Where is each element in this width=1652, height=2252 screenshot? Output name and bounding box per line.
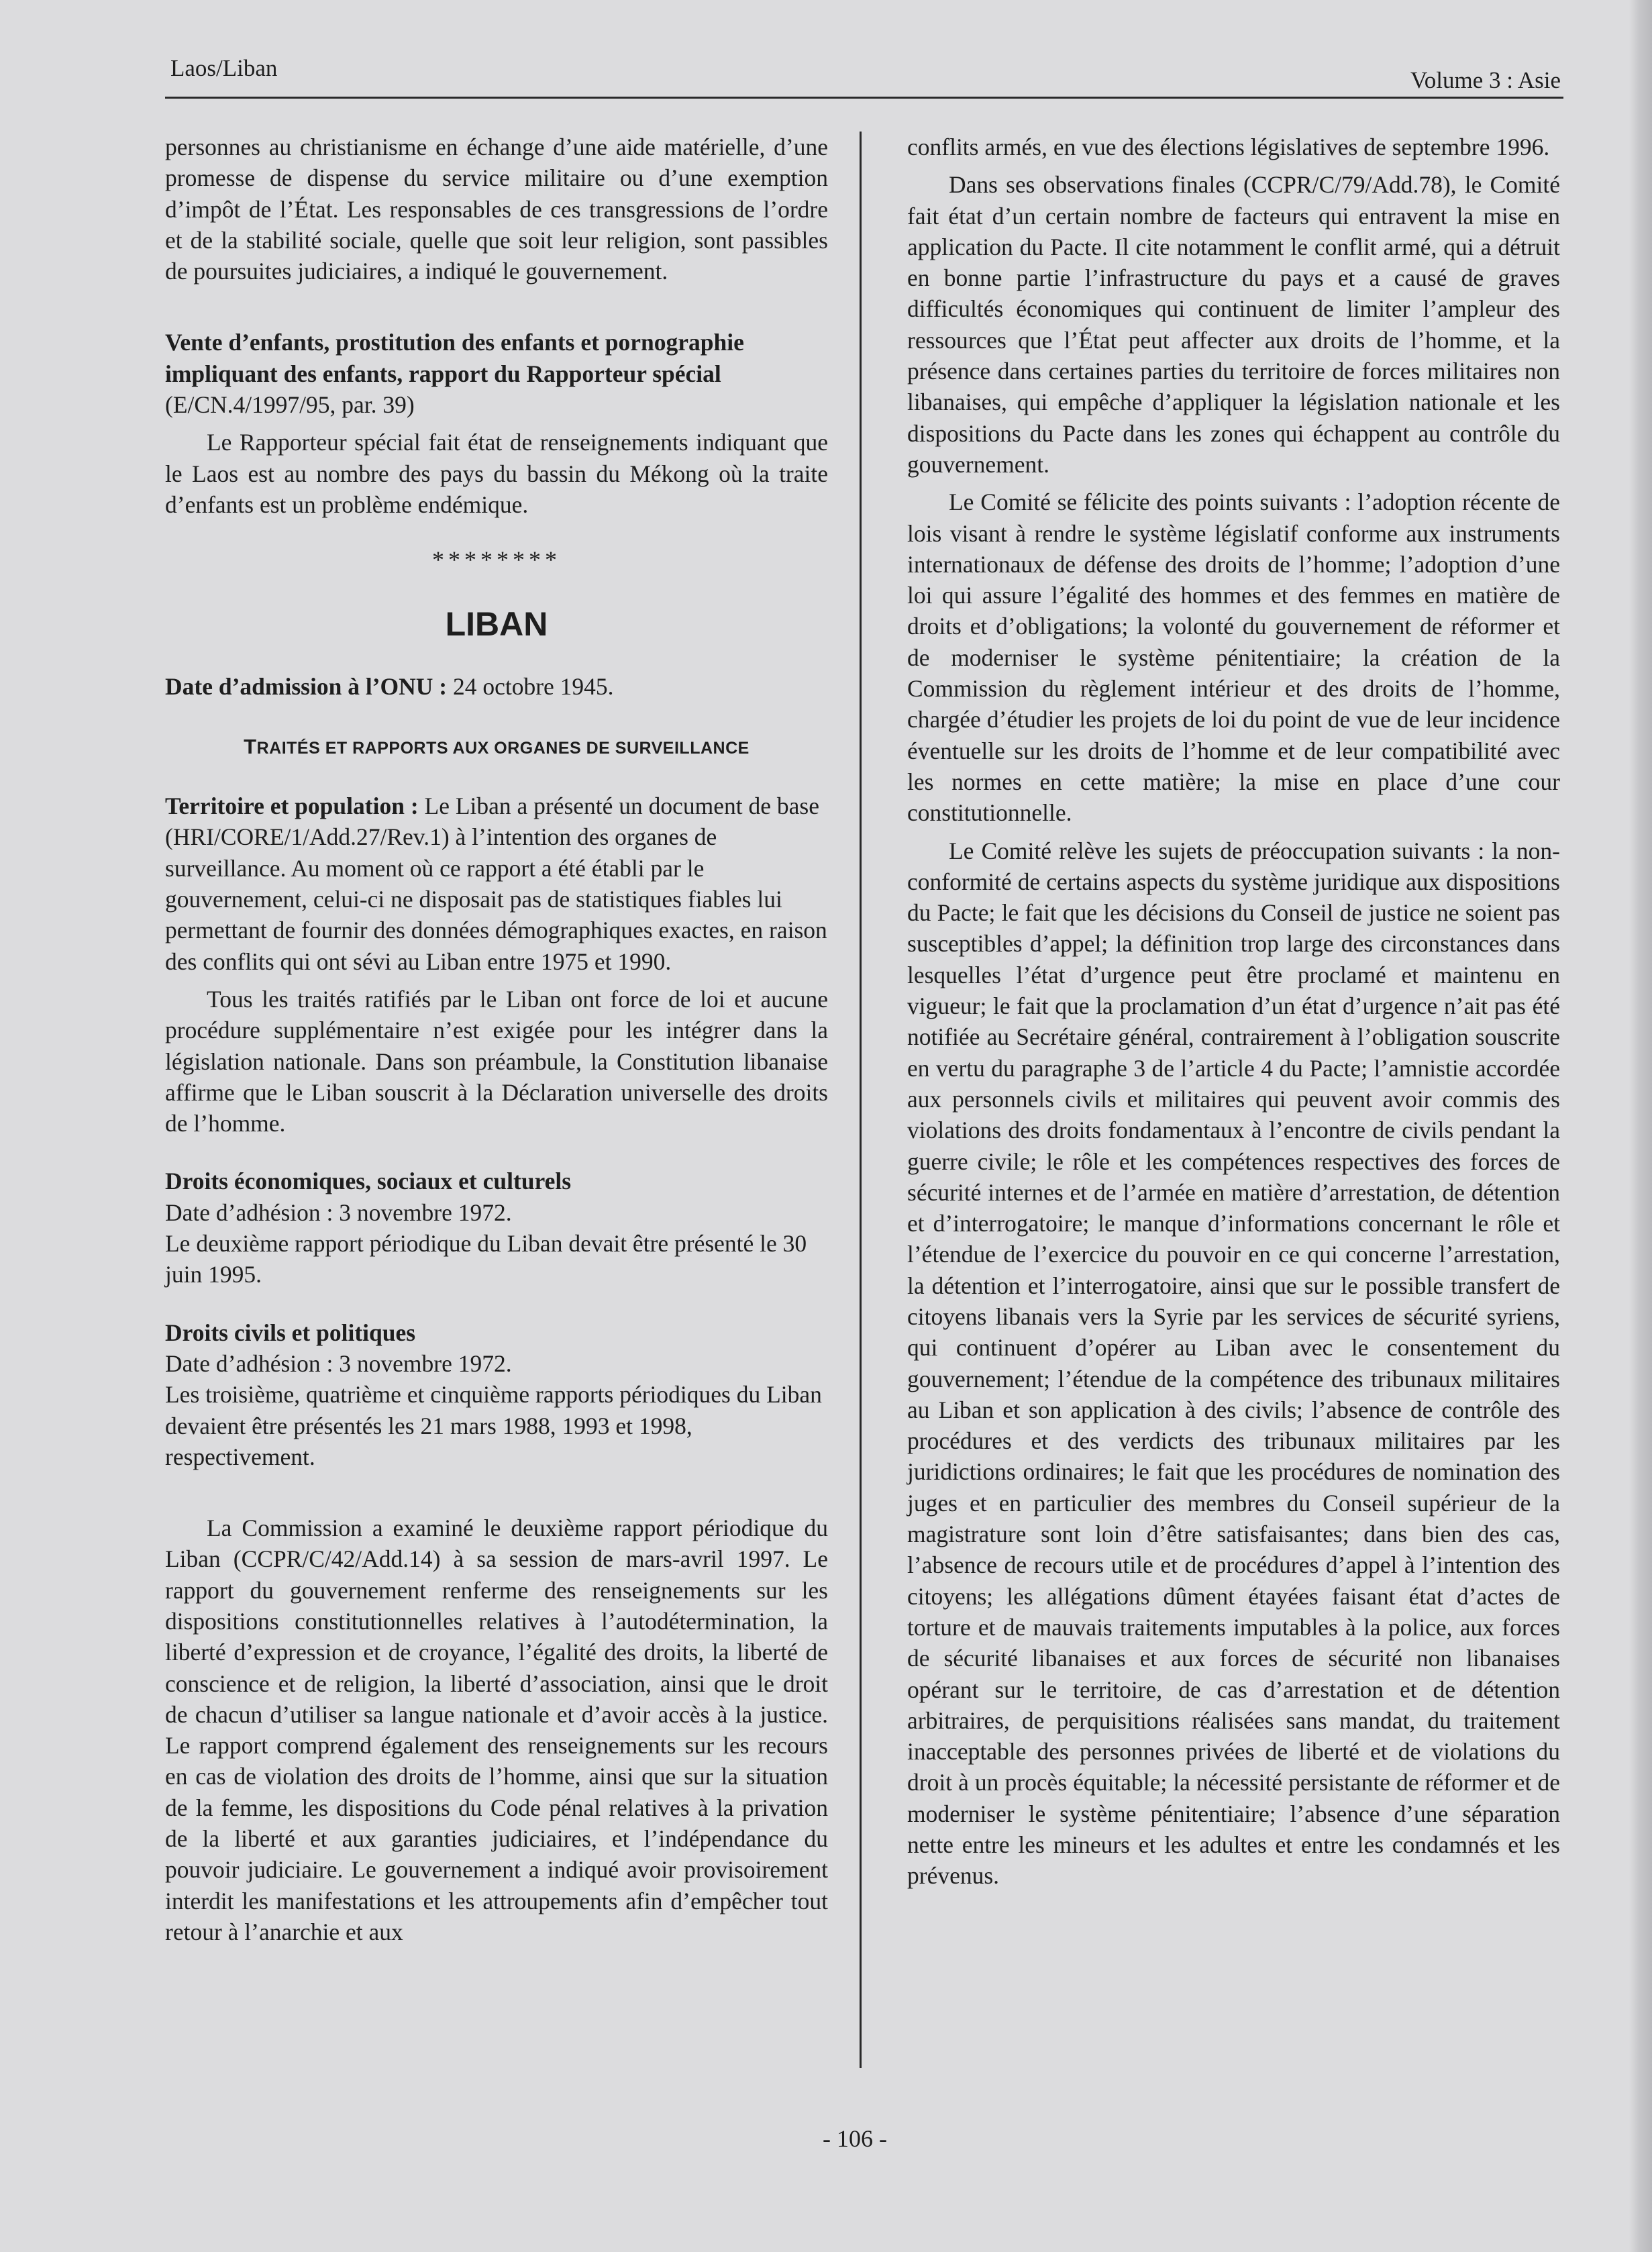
paragraph-commission: La Commission a examiné le deuxième rapport périodique du Liban (CCPR/C/42/Add.14) à sa session de mars-avril 1997. Le rapport du gouvernement renferme des renseignements sur les dispositions constitutionnelles relatives à l’autodétermination, la liberté d’expression et de croyance, l’égalité des droits, la liberté de conscience et de religion, la liberté d’association, ainsi que le droit de chacun d’utiliser sa langue nationale et d’avoir accès à la justice. Le rapport comprend également des renseignements sur les recours en cas de violation des droits de l’homme, ainsi que sur la situation de la femme, les dispositions du Code pénal relatives à la privation de la liberté et aux garanties judiciaires, et l’indépendance du pouvoir judiciaire. Le gouvernement a indiqué avoir provisoirement interdit les manifestations et les attroupements afin d’empêcher tout retour à l’anarchie et aux (165, 1515, 828, 1945)
continued-paragraph: personnes au christianisme en échange d’une aide matérielle, d’une promesse de dispense du service militaire ou d’une exemption d’impôt de l’État. Les responsables de ces transgressions de l’ordre et de la stabilité sociale, quelle que soit leur religion, sont passibles de poursuites judiciaires, a indiqué le gouvernement. (165, 134, 828, 285)
admission-label: Date d’admission à l’ONU : (165, 672, 448, 700)
section-heading-smallcaps: RAITÉS ET RAPPORTS AUX ORGANES DE SURVEILLANCE (256, 738, 750, 758)
section-heading-initial: T (244, 734, 257, 758)
paragraph-observations: Dans ses observations finales (CCPR/C/79/Add.78), le Comité fait état d’un certain nombre de facteurs qui entravent la mise en application du Pacte. Il cite notamment le conflit armé, qui a détruit en bonne partie l’infrastructure du pays et a causé de graves difficultés économiques qui continuent de limiter l’ampleur des ressources que l’État peut affecter aux droits de l’homme, et la présence dans certaines parties du territoire de forces militaires non libanaises, qui empêche d’appliquer la législation nationale et les dispositions du Pacte dans les zones qui échappent au contrôle du gouvernement. (907, 171, 1560, 478)
country-title: LIBAN (445, 605, 548, 643)
paragraph-preoccupation: Le Comité relève les sujets de préoccupation suivants : la non-conformité de certains aspects du système juridique aux dispositions du Pacte; le fait que les décisions du Conseil de justice ne soient pas susceptibles d’appel; la définition trop large des circonstances dans lesquelles l’état d’urgence peut être proclamé et maintenu en vigueur; le fait que la proclamation d’un état d’urgence n’ait pas été notifiée au Secrétaire général, contrairement à l’obligation souscrite en vertu du paragraphe 3 de l’article 4 du Pacte; l’amnistie accordée aux personnels civils et militaires qui peuvent avoir commis des violations des droits fondamentaux à l’encontre de civils pendant la guerre civile; le rôle et les compétences respectives des forces de sécurité internes et de l’armée en matière d’arrestation, de détention et d’interrogatoire; le manque d’informations concernant le rôle et l’étendue de l’exercice du pouvoir en ce qui concerne l’arrestation, la détention et l’interrogatoire, ainsi que sur le possible transfert de citoyens libanais vers la Syrie par les services de sécurité syriens, qui continuent d’opérer au Liban avec le consentement du gouvernement; l’étendue de la compétence des tribunaux militaires au Liban et son application à des civils; l’absence de contrôle des procédures et des verdicts des tribunaux militaires par les juridictions ordinaires; le fait que les procédures de nomination des juges et en particulier des membres du Conseil supérieur de la magistrature sont loin d’être satisfaisantes; dans bien des cas, l’absence de recours utile et de procédures d’appel à l’intention des citoyens; les allégations dûment étayées faisant état d’actes de torture et de mauvais traitements imputables à la police, aux forces de sécurité libanaises et aux forces de sécurité non libanaises opérant sur le territoire, de cas d’arrestation et de détention arbitraires, de perquisitions réalisées sans mandat, du traitement inacceptable des personnes privées de liberté et de violations du droit à un procès équitable; la nécessité persistante de réformer et de moderniser le système pénitentiaire; l’absence d’une séparation nette entre les mineurs et les adultes et entre les condamnés et les prévenus. (907, 837, 1560, 1890)
heading-droits-economiques: Droits économiques, sociaux et culturels (165, 1168, 572, 1195)
continued-paragraph-right: conflits armés, en vue des élections législatives de septembre 1996. (907, 134, 1550, 160)
admission-value: 24 octobre 1945. (452, 672, 614, 700)
page-edge-shadow (1629, 0, 1652, 2252)
left-column (165, 132, 828, 1947)
running-header-right: Volume 3 : Asie (1410, 67, 1561, 93)
date-adhesion-dcp: Date d’adhésion : 3 novembre 1972. (165, 1349, 512, 1377)
text-dcp: Les troisième, quatrième et cinquième rapports périodiques du Liban devaient être présentés les 21 mars 1988, 1993 et 1998, respectivement. (165, 1381, 822, 1470)
document-reference: (E/CN.4/1997/95, par. 39) (165, 391, 415, 419)
paragraph-territoire (165, 790, 828, 977)
paragraph-rapporteur: Le Rapporteur spécial fait état de renseignements indiquant que le Laos est au nombre des pays du bassin du Mékong où la traite d’enfants est un problème endémique. (165, 429, 828, 518)
paragraph-traites: Tous les traités ratifiés par le Liban ont force de loi et aucune procédure supplémentaire n’est exigée pour les intégrer dans la législation nationale. Dans son préambule, la Constitution libanaise affirme que le Liban souscrit à la Déclaration universelle des droits de l’homme. (165, 985, 828, 1137)
section-heading-vente-enfants: Vente d’enfants, prostitution des enfants et pornographie impliquant des enfants, rapport du Rapporteur spécial (165, 329, 744, 387)
section-separator-stars: ******** (432, 546, 561, 574)
paragraph-felicite: Le Comité se félicite des points suivants : l’adoption récente de lois visant à rendre le système législatif conforme aux instruments internationaux de défense des droits de l’homme; l’adoption d’une loi qui assure l’égalité des hommes et des femmes en matière de droits et d’obligations; la volonté du gouvernement de réformer et de moderniser le système pénitentiaire; la création de la Commission du règlement intérieur et des droits de l’homme, chargée d’étudier les projets de loi du point de vue de leur incidence éventuelle sur les droits de l’homme et de leur compatibilité avec les normes en cette matière; la mise en place d’une cour constitutionnelle. (907, 489, 1560, 827)
column-divider (860, 132, 862, 2068)
running-header-left: Laos/Liban (170, 55, 278, 81)
right-column (907, 132, 1560, 1892)
text-desc: Le deuxième rapport périodique du Liban devait être présenté le 30 juin 1995. (165, 1230, 807, 1288)
page-number: - 106 - (823, 2125, 887, 2152)
section-heading-traites (165, 731, 828, 764)
territoire-text: Le Liban a présenté un document de base (HRI/CORE/1/Add.27/Rev.1) à l’intention des organes de surveillance. Au moment où ce rapport a été établi par le gouvernement, celui-ci ne disposait pas de statistiques fiables lui permettant de fournir des données démographiques exactes, en raison des conflits qui ont sévi au Liban entre 1975 et 1990. (165, 792, 827, 975)
heading-droits-civils: Droits civils et politiques (165, 1319, 416, 1346)
date-adhesion-desc: Date d’adhésion : 3 novembre 1972. (165, 1198, 512, 1226)
territoire-label: Territoire et population : (165, 792, 419, 820)
admission-date-line (165, 671, 828, 702)
header-rule (165, 97, 1563, 99)
